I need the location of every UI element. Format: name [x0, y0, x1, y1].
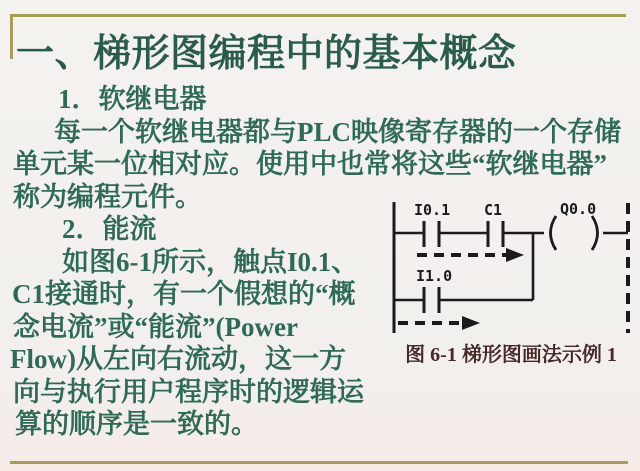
- body-line: 单元某一位相对应。使用中也常将这些“软继电器”: [13, 149, 607, 179]
- contact-i01-label: I0.1: [414, 201, 451, 219]
- body-line: 如图6-1所示，触点I0.1、: [62, 247, 359, 277]
- coil-right-paren: [592, 216, 598, 250]
- ladder-diagram: [388, 195, 634, 341]
- body-line: Flow)从左向右流动，这一方: [10, 344, 346, 374]
- body-line: 算的顺序是一致的。: [15, 409, 258, 439]
- body-line: 2．能流: [62, 214, 157, 244]
- bottom-rule: [10, 461, 628, 464]
- figure-caption: 图 6-1 梯形图画法示例 1: [405, 344, 617, 366]
- power-flow-arrowhead: [462, 316, 480, 330]
- body-line: 向与执行用户程序时的逻辑运: [13, 377, 364, 407]
- coil-label: Q0.0: [560, 200, 597, 218]
- contact-c1-label: C1: [484, 201, 503, 219]
- body-line: 1．软继电器: [58, 84, 207, 114]
- power-flow-arrowhead: [506, 248, 524, 262]
- body-line: C1接通时，有一个假想的“概: [12, 279, 356, 309]
- coil-left-paren: [551, 216, 557, 250]
- body-line: 称为编程元件。: [13, 182, 202, 212]
- body-line: 念电流”或“能流”(Power: [13, 312, 298, 342]
- body-line: 每一个软继电器都与PLC映像寄存器的一个存储: [54, 117, 621, 147]
- page-title: 一、梯形图编程中的基本概念: [16, 33, 517, 75]
- contact-i10-label: I1.0: [416, 267, 453, 285]
